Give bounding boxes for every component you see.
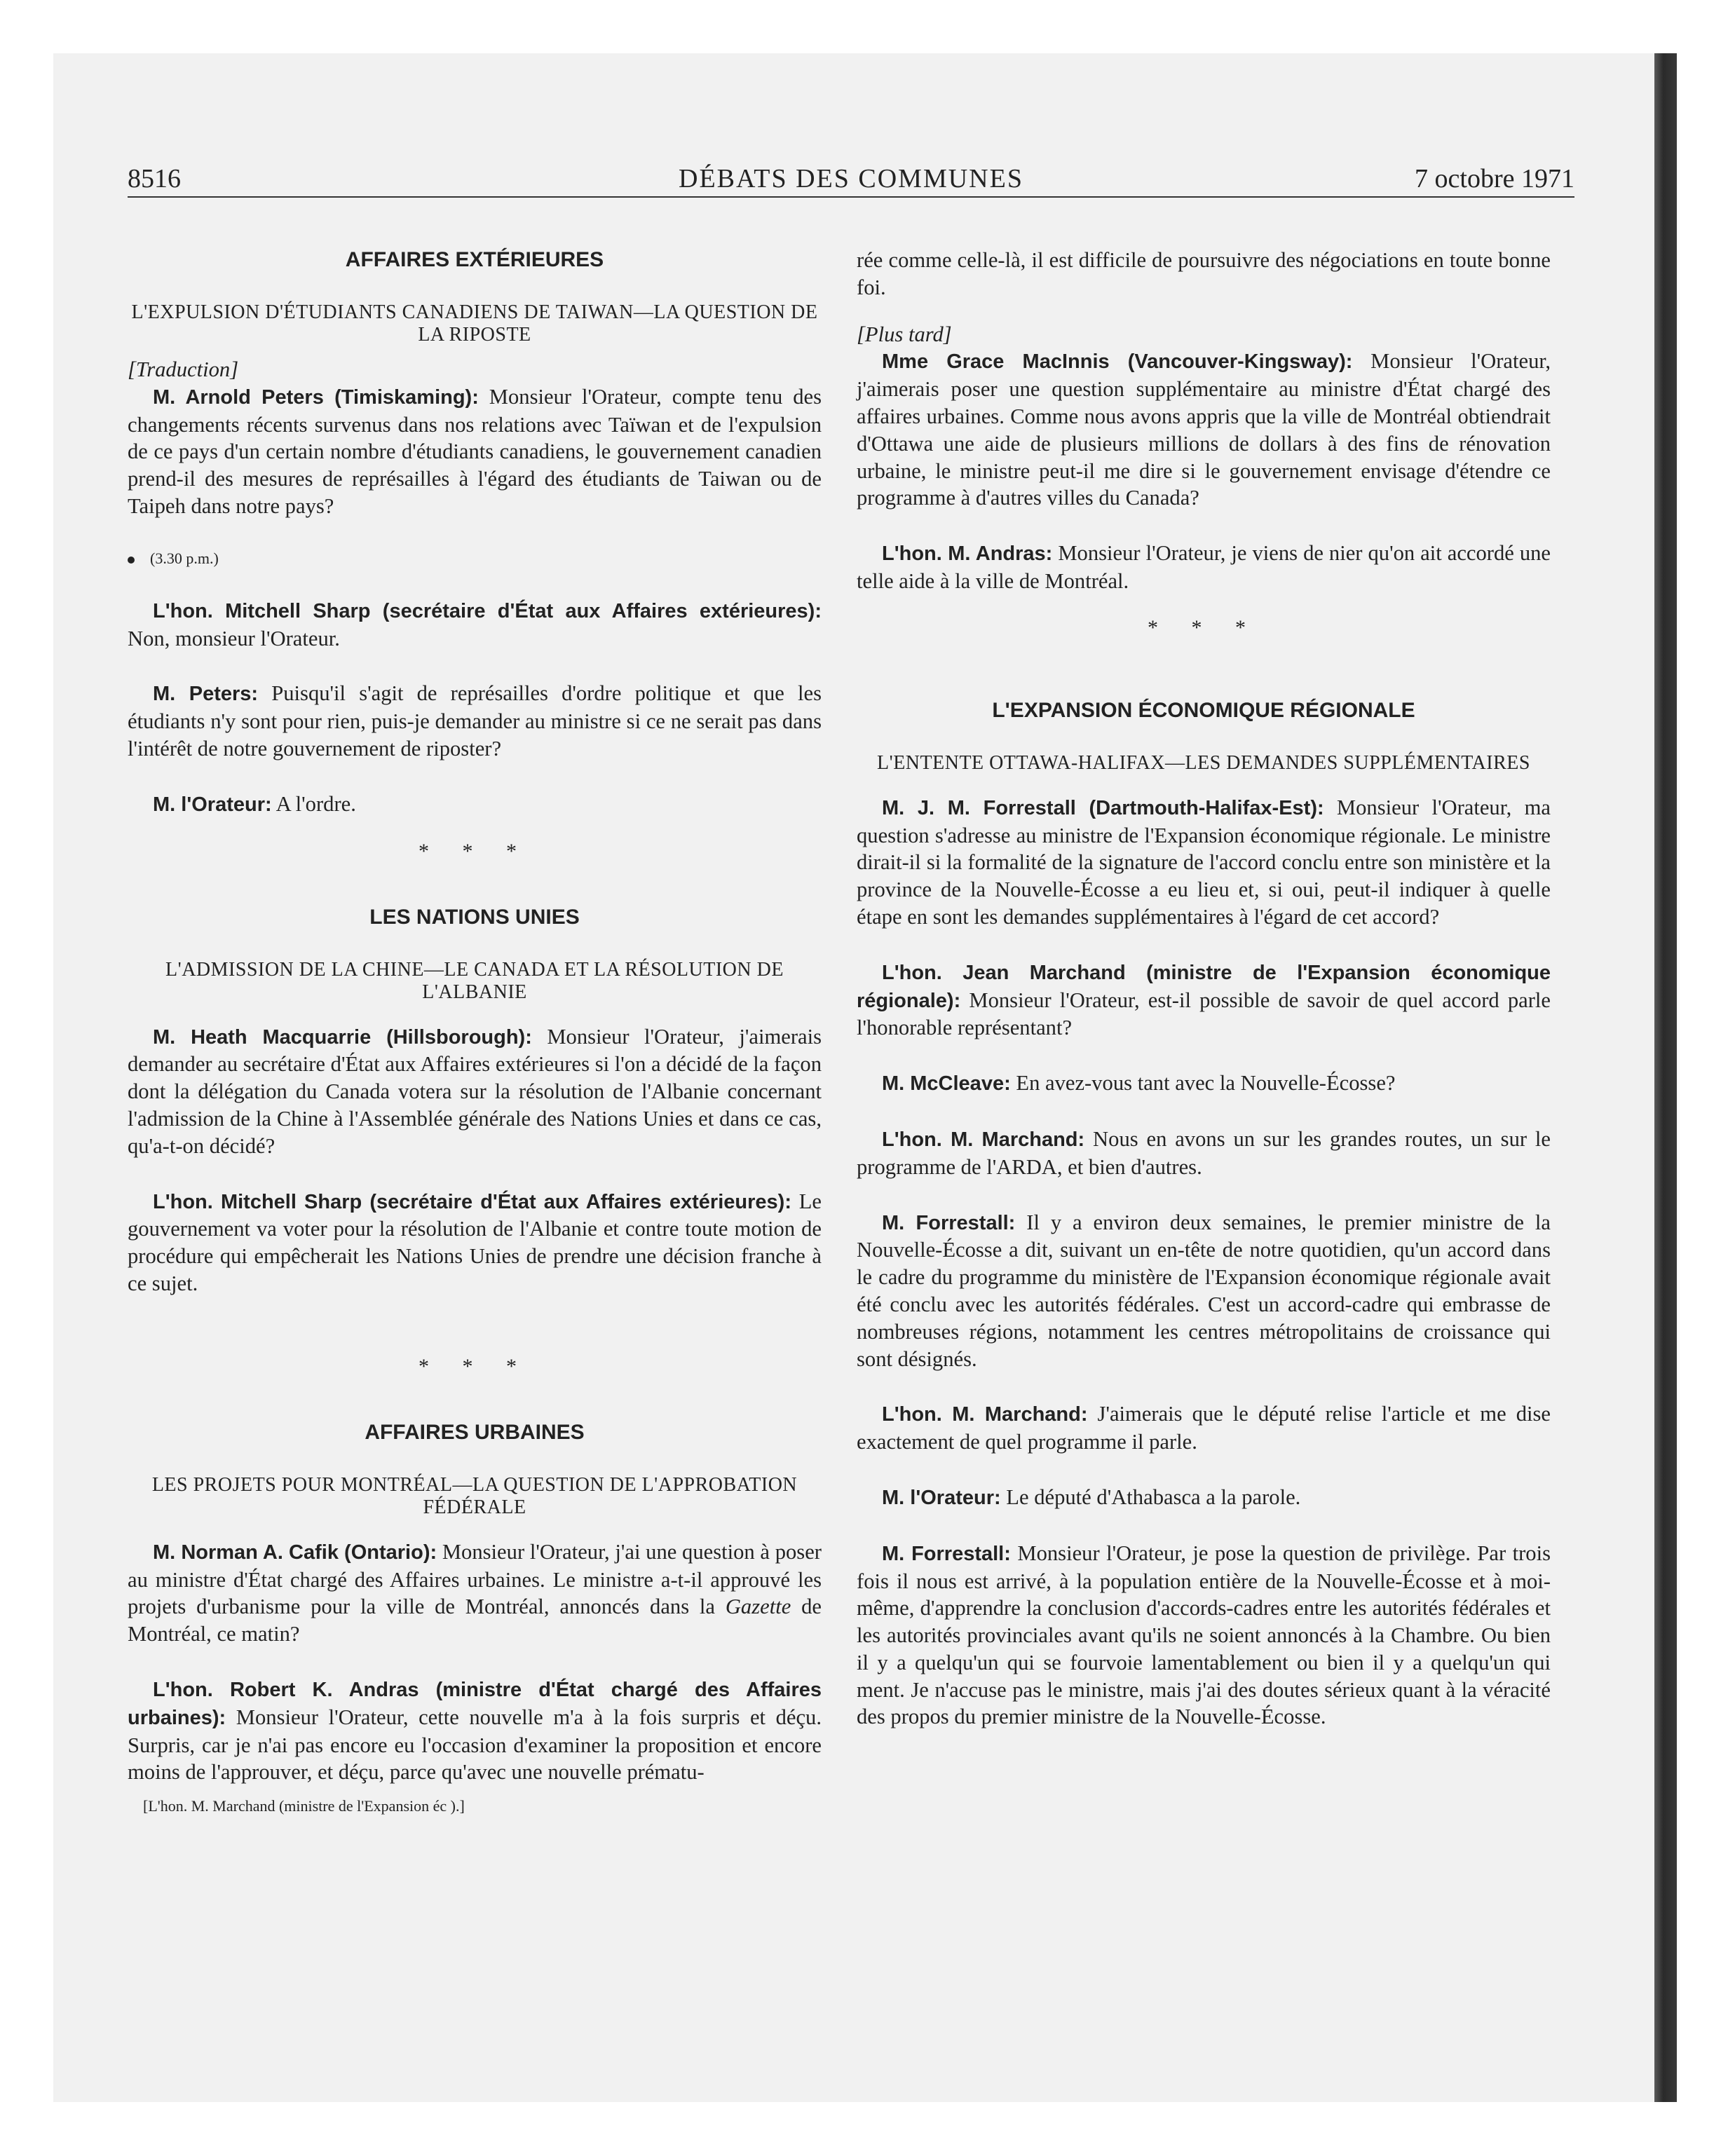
speech-text: Nous en avons un sur les grandes routes, un sur le programme de l'ARDA, et bien d'autres. [857, 1126, 1551, 1179]
speaker-name: M. Arnold Peters (Timiskaming): [153, 386, 479, 409]
speech-text: En avez-vous tant avec la Nouvelle-Écosse? [1016, 1071, 1396, 1096]
section-separator: * * * [419, 1354, 531, 1378]
continuation-note: [L'hon. M. Marchand (ministre de l'Expansion éc ).] [143, 1797, 465, 1815]
speech-text: Monsieur l'Orateur, j'aimerais demander au secrétaire d'État aux Affaires extérieures si l'on a décidé de la façon dont la délégation du Canada votera sur la résolution de l'Albanie concernant l'admission de la Chine à l'Assemblée générale des Nations Unies et dans ce cas, qu'a-t-on décidé? [128, 1024, 822, 1158]
speech-paragraph [128, 597, 822, 653]
speech-paragraph [128, 383, 822, 520]
speaker-name: M. l'Orateur: [882, 1486, 1001, 1509]
speaker-name: M. Peters: [153, 683, 259, 706]
speech-paragraph [128, 1676, 822, 1786]
speech-text: J'aimerais que le député relise l'article et me dise exactement de quel programme il parle. [857, 1402, 1551, 1454]
speech-text: A l'ordre. [275, 791, 356, 816]
right-column [857, 247, 1551, 1731]
scan-edge-shadow [1654, 53, 1677, 2102]
speaker-name: L'hon. Mitchell Sharp (secrétaire d'État aux Affaires extérieures): [153, 599, 822, 622]
speech-text: Monsieur l'Orateur, ma question s'adresse au ministre de l'Expansion économique régionale. Le ministre dirait-il si la formalité de la signature de l'accord conclu entre son ministère et la province de la Nouvelle-Écosse a eu lieu et, si oui, peut-il indiquer à quelle étape en sont les demandes supplémentaires à l'égard de cet accord? [857, 795, 1551, 929]
section-title: L'EXPANSION ÉCONOMIQUE RÉGIONALE [992, 698, 1415, 722]
speech-paragraph [857, 1484, 1551, 1512]
speech-text: Le gouvernement va voter pour la résolution de l'Albanie et contre toute motion de procédure qui empêcherait les Nations Unies de prendre une décision franche à ce sujet. [128, 1189, 822, 1295]
speaker-name: L'hon. M. Marchand: [882, 1403, 1088, 1426]
speaker-name: M. McCleave: [882, 1072, 1011, 1096]
speech-paragraph: rée comme celle-là, il est difficile de poursuivre des négociations en toute bonne foi. [857, 248, 1551, 299]
speech-text: Monsieur l'Orateur, j'ai une question à poser au ministre d'État chargé des Affaires urbaines. Le ministre a-t-il approuvé les projets d'urbanisme pour la ville de Montréal, annoncés dans la [128, 1539, 822, 1619]
speech-paragraph [857, 540, 1551, 595]
speaker-name: L'hon. M. Andras: [882, 543, 1053, 566]
section-separator: * * * [419, 839, 531, 863]
speech-text: Monsieur l'Orateur, est-il possible de savoir de quel accord parle l'honorable représentant? [857, 988, 1551, 1040]
speech-text: Puisqu'il s'agit de représailles d'ordre politique et que les étudiants n'y sont pour rien, puis-je demander au ministre si ce ne serait pas dans l'intérêt de notre gouvernement de riposter? [128, 681, 822, 760]
section-subtitle: LES PROJETS POUR MONTRÉAL—LA QUESTION DE L'APPROBATION FÉDÉRALE [151, 1473, 798, 1518]
speech-paragraph [128, 791, 822, 819]
speech-text: Monsieur l'Orateur, j'aimerais poser une question supplémentaire au ministre d'État chargé des affaires urbaines. Comme nous avons appris que la ville de Montréal obtiendrait d'Ottawa une aide de plusieurs millions de dollars à des fins de rénovation urbaine, le ministre peut-il me dire si le gouvernement envisage d'étendre ce programme à d'autres villes du Canada? [857, 349, 1551, 510]
section-title: LES NATIONS UNIES [369, 905, 580, 929]
page-number: 8516 [128, 164, 181, 193]
speech-paragraph [857, 1126, 1551, 1181]
speaker-name: L'hon. Mitchell Sharp (secrétaire d'État aux Affaires extérieures): [153, 1190, 791, 1213]
speech-text: Il y a environ deux semaines, le premier ministre de la Nouvelle-Écosse a dit, suivant un en-tête de notre quotidien, qu'un accord dans le cadre du programme du ministère de l'Expansion économique régionale avait été conclu avec les autorités fédérales. C'est un accord-cadre qui embrasse de nombreuses régions, notamment les centres métropolitains de croissance qui sont désignés. [857, 1210, 1551, 1371]
speech-text: Monsieur l'Orateur, je pose la question de privilège. Par trois fois il nous est arrivé, à la population entière de la Nouvelle-Écosse et à moi-même, d'apprendre la conclusion d'accords-cadres entre les autorités fédérales et les autorités provinciales avant qu'ils ne soient annoncés à la Chambre. Ou bien il y a quelqu'un qui se fourvoie lamentablement ou bien il y a quelqu'un qui ment. Je n'accuse pas le ministre, mais j'ai des doutes sérieux quant à la véracité des propos du premier ministre de la Nouvelle-Écosse. [857, 1541, 1551, 1729]
speech-paragraph [857, 1540, 1551, 1731]
speech-paragraph [128, 1023, 822, 1160]
section-title: AFFAIRES EXTÉRIEURES [345, 248, 604, 271]
bullet-icon [128, 557, 135, 564]
speaker-name: L'hon. M. Marchand: [882, 1128, 1085, 1151]
left-column [128, 247, 822, 1817]
page-header [128, 163, 1574, 198]
translation-tag: [Traduction] [128, 357, 239, 381]
speech-text: Non, monsieur l'Orateur. [128, 626, 340, 650]
section-subtitle: L'ADMISSION DE LA CHINE—LE CANADA ET LA RÉSOLUTION DE L'ALBANIE [165, 958, 784, 1003]
section-subtitle: L'EXPULSION D'ÉTUDIANTS CANADIENS DE TAIWAN—LA QUESTION DE LA RIPOSTE [131, 301, 818, 346]
speech-paragraph [857, 959, 1551, 1042]
speech-text: Monsieur l'Orateur, je viens de nier qu'on ait accordé une telle aide à la ville de Montréal. [857, 541, 1551, 593]
section-subtitle: L'ENTENTE OTTAWA-HALIFAX—LES DEMANDES SUPPLÉMENTAIRES [877, 751, 1530, 774]
speaker-name: M. l'Orateur: [153, 793, 272, 816]
section-title: AFFAIRES URBAINES [365, 1420, 585, 1444]
journal-title: DÉBATS DES COMMUNES [679, 164, 1023, 193]
speaker-name: M. Forrestall: [882, 1542, 1011, 1565]
speaker-name: M. Forrestall: [882, 1211, 1016, 1234]
later-tag: [Plus tard] [857, 322, 952, 346]
issue-date: 7 octobre 1971 [1415, 164, 1574, 193]
speech-paragraph [128, 680, 822, 762]
speech-paragraph [857, 1070, 1551, 1098]
speech-text: Monsieur l'Orateur, compte tenu des changements récents survenus dans nos relations avec Taïwan et de l'expulsion de ce pays d'un certain nombre d'étudiants canadiens, le gouvernement canadien prend-il des mesures de représailles à l'égard des étudiants de Taiwan ou de Taipeh dans notre pays? [128, 384, 822, 518]
speaker-name: M. Norman A. Cafik (Ontario): [153, 1541, 437, 1564]
speech-paragraph [857, 1209, 1551, 1373]
speaker-name: L'hon. Robert K. Andras (ministre d'État chargé des Affaires urbaines): [128, 1678, 822, 1729]
speaker-name: L'hon. Jean Marchand (ministre de l'Expansion économique régionale): [857, 961, 1551, 1012]
speech-paragraph [128, 1188, 822, 1297]
speech-paragraph [857, 348, 1551, 512]
section-separator: * * * [1148, 615, 1260, 639]
speaker-name: M. J. M. Forrestall (Dartmouth-Halifax-Est): [882, 796, 1324, 819]
speech-paragraph [128, 1538, 822, 1648]
speech-paragraph [857, 794, 1551, 931]
newspaper-title: Gazette [725, 1595, 791, 1619]
time-marker: (3.30 p.m.) [128, 548, 822, 569]
speaker-name: M. Heath Macquarrie (Hillsborough): [153, 1025, 532, 1049]
speech-paragraph [857, 1400, 1551, 1456]
speech-text: Monsieur l'Orateur, cette nouvelle m'a à la fois surpris et déçu. Surpris, car je n'ai pas encore eu l'occasion d'examiner la proposition et encore moins de l'approuver, et déçu, parce qu'avec une nouvelle prématu- [128, 1705, 822, 1785]
speech-text: Le député d'Athabasca a la parole. [1006, 1485, 1301, 1509]
speaker-name: Mme Grace MacInnis (Vancouver-Kingsway): [882, 350, 1353, 374]
speech-text: de Montréal, ce matin? [128, 1595, 822, 1646]
